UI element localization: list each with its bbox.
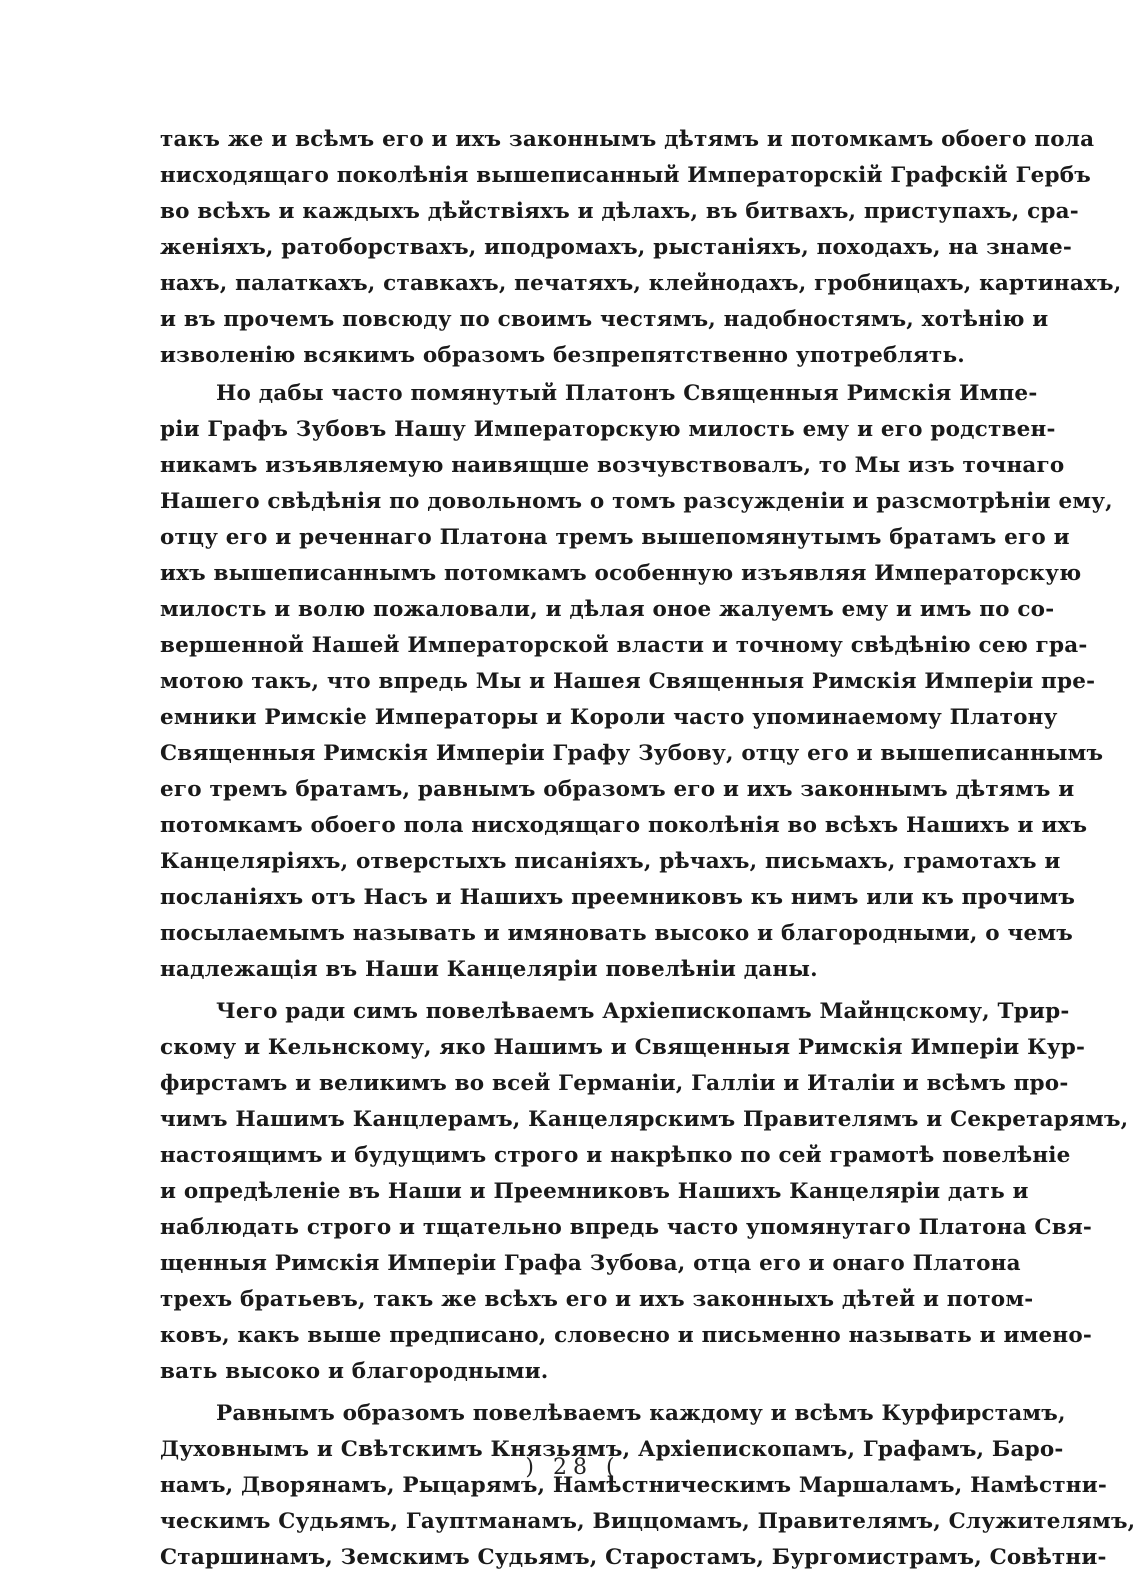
text-line: мотою такъ, что впредь Мы и Нашея Священныя Римскія Имперіи пре- [160,669,1096,694]
text-line: Но дабы часто помянутый Платонъ Священныя Римскія Импе- [216,381,1038,406]
text-line: изволенію всякимъ образомъ безпрепятственно употреблять. [160,343,965,368]
text-line: во всѣхъ и каждыхъ дѣйствіяхъ и дѣлахъ, въ битвахъ, приступахъ, сра- [160,199,1079,224]
text-line: наблюдать строго и тщательно впредь часто упомянутаго Платона Свя- [160,1215,1093,1240]
text-line: посылаемымъ называть и имяновать высоко и благородными, о чемъ [160,921,1073,946]
text-line: чимъ Нашимъ Канцлерамъ, Канцелярскимъ Правителямъ и Секретарямъ, [160,1107,1129,1132]
text-line: Канцеляріяхъ, отверстыхъ писаніяхъ, рѣчахъ, письмахъ, грамотахъ и [160,849,1061,874]
body-text [160,122,1136,1576]
text-line: вать высоко и благородными. [160,1359,549,1384]
text-line: Священныя Римскія Имперіи Графу Зубову, отцу его и вышеписаннымъ [160,741,1104,766]
text-line: нисходящаго поколѣнія вышеписанный Императорскій Графскій Гербъ [160,163,1091,188]
text-line: емники Римскіе Императоры и Короли часто упоминаемому Платону [160,705,1058,730]
text-line: ріи Графъ Зубовъ Нашу Императорскую милость ему и его родствен- [160,417,1056,442]
text-line: трехъ братьевъ, такъ же всѣхъ его и ихъ законныхъ дѣтей и потом- [160,1287,1034,1312]
text-line: скому и Кельнскому, яко Нашимъ и Священныя Римскія Имперіи Кур- [160,1035,1086,1060]
text-line: Старшинамъ, Земскимъ Судьямъ, Старостамъ, Бургомистрамъ, Совѣтни- [160,1545,1107,1570]
text-line: вершенной Нашей Императорской власти и точному свѣдѣнію сею гра- [160,633,1088,658]
text-line: ковъ, какъ выше предписано, словесно и письменно называть и имено- [160,1323,1092,1348]
text-line: женіяхъ, ратоборствахъ, иподромахъ, рыстаніяхъ, походахъ, на знаме- [160,235,1072,260]
text-line: Нашего свѣдѣнія по довольномъ о томъ разсужденіи и разсмотрѣніи ему, [160,489,1113,514]
text-line: посланіяхъ отъ Насъ и Нашихъ преемниковъ къ нимъ или къ прочимъ [160,885,1076,910]
paragraph [160,1396,1136,1576]
text-line: намъ, Дворянамъ, Рыцарямъ, Намѣстническимъ Маршаламъ, Намѣстни- [160,1473,1107,1498]
text-line: и въ прочемъ повсюду по своимъ честямъ, надобностямъ, хотѣнію и [160,307,1049,332]
page-number: ) 28 ( [525,1455,621,1480]
text-line: фирстамъ и великимъ во всей Германіи, Галліи и Италіи и всѣмъ про- [160,1071,1069,1096]
text-line: нахъ, палаткахъ, ставкахъ, печатяхъ, клейнодахъ, гробницахъ, картинахъ, [160,271,1122,296]
paragraph [160,122,1122,374]
text-line: Равнымъ образомъ повелѣваемъ каждому и всѣмъ Курфирстамъ, [216,1401,1066,1426]
text-line: Духовнымъ и Свѣтскимъ Князьямъ, Архіепископамъ, Графамъ, Баро- [160,1437,1064,1462]
text-line: настоящимъ и будущимъ строго и накрѣпко по сей грамотѣ повелѣніе [160,1143,1071,1168]
text-line: ихъ вышеписаннымъ потомкамъ особенную изъявляя Императорскую [160,561,1082,586]
text-line: милость и волю пожаловали, и дѣлая оное жалуемъ ему и имъ по со- [160,597,1055,622]
text-line: никамъ изъявляемую наивящше возчувствовалъ, то Мы изъ точнаго [160,453,1065,478]
text-line: щенныя Римскія Имперіи Графа Зубова, отца его и онаго Платона [160,1251,1021,1276]
paragraph [160,994,1129,1390]
text-line: и опредѣленіе въ Наши и Преемниковъ Нашихъ Канцеляріи дать и [160,1179,1029,1204]
text-line: такъ же и всѣмъ его и ихъ законнымъ дѣтямъ и потомкамъ обоего пола [160,127,1095,152]
text-line: потомкамъ обоего пола нисходящаго поколѣнія во всѣхъ Нашихъ и ихъ [160,813,1088,838]
text-line: ческимъ Судьямъ, Гауптманамъ, Виццомамъ, Правителямъ, Служителямъ, [160,1509,1136,1534]
text-line: его тремъ братамъ, равнымъ образомъ его и ихъ законнымъ дѣтямъ и [160,777,1075,802]
paragraph [160,376,1113,988]
text-line: надлежащія въ Наши Канцеляріи повелѣніи даны. [160,957,818,982]
text-line: Чего ради симъ повелѣваемъ Архіепископамъ Майнцскому, Трир- [216,999,1070,1024]
text-line: отцу его и реченнаго Платона тремъ вышепомянутымъ братамъ его и [160,525,1070,550]
